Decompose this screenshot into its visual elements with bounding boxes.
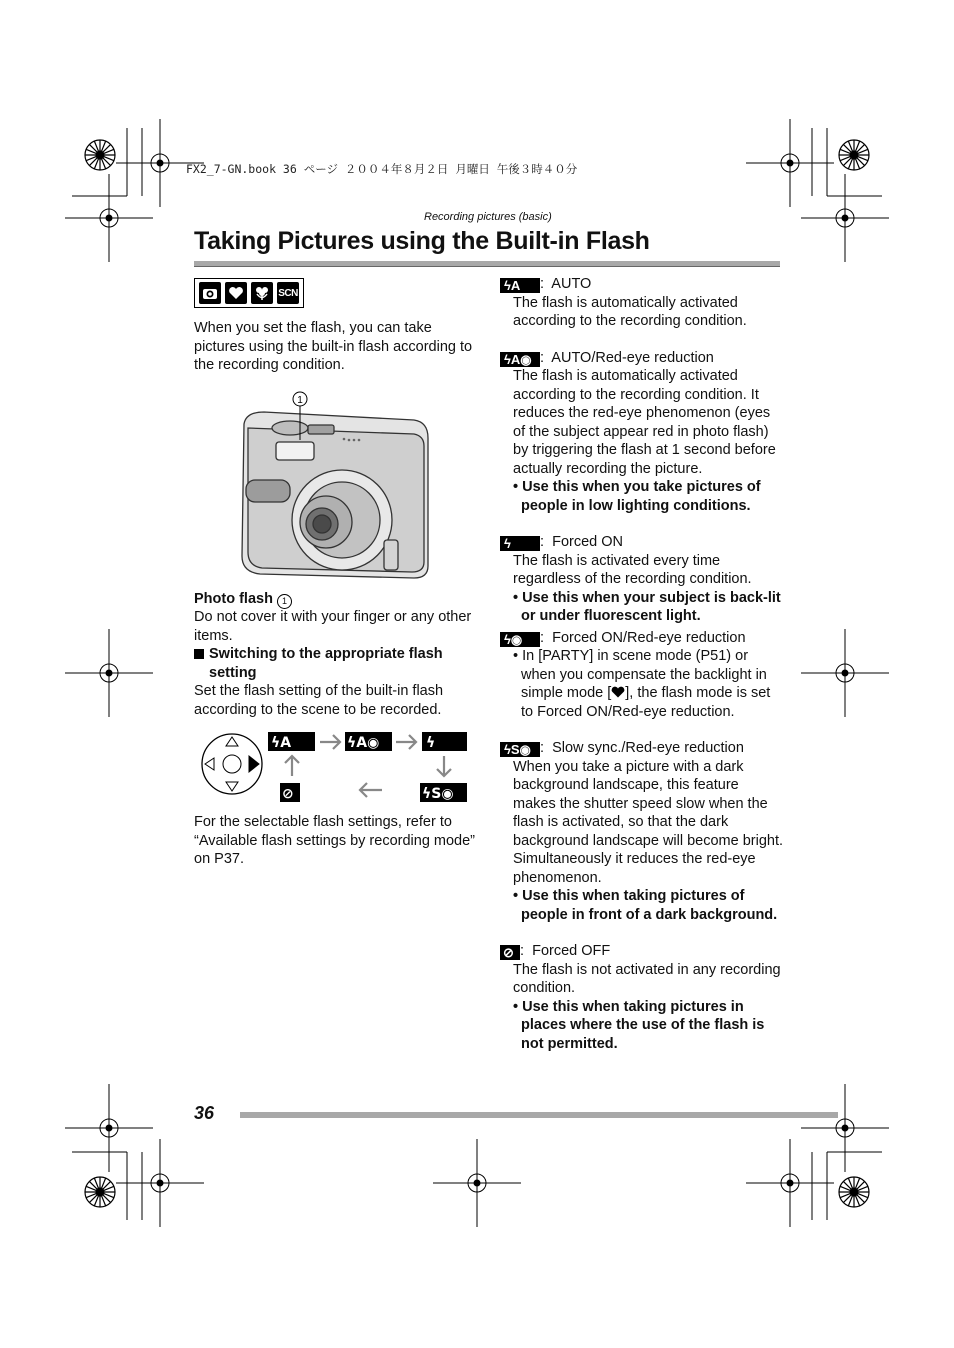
flash-slow-redeye-icon: ϟS◉ bbox=[500, 742, 540, 757]
page-title: Taking Pictures using the Built-in Flash bbox=[194, 227, 650, 255]
callout-marker: 1 bbox=[277, 594, 292, 609]
cursor-button-icon bbox=[202, 734, 262, 794]
photo-flash-desc: Do not cover it with your finger or any other items. bbox=[194, 609, 472, 644]
entry-bullet: • Use this when taking pictures of people in front of a dark background. bbox=[513, 888, 778, 923]
flash-auto-icon: ϟA bbox=[500, 278, 540, 293]
entry-desc: The flash is automatically activated according to the recording condition. bbox=[513, 294, 747, 329]
bullet-text: Use this when your subject is back-lit or under fluorescent light. bbox=[521, 589, 781, 624]
entry-bullet: • Use this when your subject is back-lit or under fluorescent light. bbox=[513, 589, 781, 624]
running-head: Recording pictures (basic) bbox=[424, 211, 552, 223]
intro-text: When you set the flash, you can take pictures using the built-in flash according to the recording condition. bbox=[194, 320, 473, 373]
entry-auto-head: ϟA : AUTO bbox=[500, 275, 785, 294]
title-rule-shadow bbox=[194, 266, 780, 267]
entry-label: Forced ON bbox=[552, 534, 624, 550]
photo-flash-block bbox=[194, 590, 484, 609]
flash-slow-redeye-icon: ϟS◉ bbox=[422, 786, 454, 802]
entry-desc: The flash is automatically activated according to the recording condition. It reduces the red-eye phenomenon (eyes of the subject appear red in photo flash) by triggering the flash at 1 second before actually recording the picture. bbox=[513, 368, 776, 477]
heart-mode-icon bbox=[611, 686, 625, 698]
flash-on-icon: ϟ bbox=[500, 536, 540, 551]
entry-auto-redeye-head: ϟA◉ : AUTO/Red-eye reduction bbox=[500, 349, 785, 368]
entry-bullet: • Use this when taking pictures in places where the use of the flash is not permitted. bbox=[513, 998, 765, 1052]
entry-desc: The flash is not activated in any recording condition. bbox=[513, 961, 781, 996]
bullet-text: Use this when taking pictures in places where the use of the flash is not permitted. bbox=[521, 998, 765, 1052]
scene-mode-icon: SCN bbox=[277, 282, 299, 304]
bullet-text: Use this when taking pictures of people in front of a dark background. bbox=[521, 888, 778, 923]
footer-rule bbox=[240, 1112, 838, 1118]
bullet-text: Use this when you take pictures of people in low lighting conditions. bbox=[521, 479, 761, 514]
applicable-modes-box bbox=[194, 278, 304, 308]
entry-bullet: • In [PARTY] in scene mode (P51) or when you compensate the backlight in simple mode [ ], the flash mode is set to Forced ON/Red-eye reduction. bbox=[513, 648, 771, 720]
callout-number: 1 bbox=[297, 395, 303, 406]
page-number: 36 bbox=[194, 1103, 215, 1123]
entry-forced-on-head: ϟ : Forced ON bbox=[500, 533, 785, 552]
entry-desc: When you take a picture with a dark background landscape, this feature makes the shutter speed slow when the flash is activated, so that the dark background landscape will become bright. Simultaneously it reduces the red-eye phenomenon. bbox=[513, 758, 784, 886]
entry-label: Forced OFF bbox=[532, 943, 611, 959]
selectable-settings-note: For the selectable flash settings, refer to “Available flash settings by recording mode” on P37. bbox=[194, 814, 476, 867]
macro-mode-icon bbox=[251, 282, 273, 304]
bullet-text: In [PARTY] in scene mode (P51) or when you compensate the backlight in simple mode [ bbox=[521, 648, 767, 701]
entry-forced-off-head: ⊘ : Forced OFF bbox=[500, 942, 785, 961]
book-file-header: FX2_7-GN.book 36 ページ ２００４年８月２日 月曜日 午後３時４０分 bbox=[186, 162, 578, 176]
photo-flash-heading: Photo flash bbox=[194, 591, 273, 607]
flash-cycle-diagram bbox=[200, 730, 470, 810]
flash-mode-list bbox=[500, 275, 785, 1053]
entry-desc: The flash is activated every time regardless of the recording condition. bbox=[513, 552, 752, 587]
entry-forced-on-redeye-head: ϟ◉ : Forced ON/Red-eye reduction bbox=[500, 629, 785, 648]
entry-slow-sync-head: ϟS◉ : Slow sync./Red-eye reduction bbox=[500, 739, 785, 758]
switching-heading: Switching to the appropriate flash setting bbox=[209, 646, 443, 681]
flash-auto-icon: ϟA bbox=[271, 735, 292, 751]
entry-label: Forced ON/Red-eye reduction bbox=[552, 629, 746, 646]
flash-off-icon: ⊘ bbox=[500, 945, 520, 960]
camera-illustration bbox=[238, 390, 432, 580]
entry-label: Slow sync./Red-eye reduction bbox=[552, 740, 744, 756]
square-bullet-icon bbox=[194, 649, 204, 659]
switching-desc: Set the flash setting of the built-in flash according to the scene to be recorded. bbox=[194, 683, 444, 718]
flash-on-redeye-icon: ϟ◉ bbox=[500, 632, 540, 647]
flash-off-icon: ⊘ bbox=[282, 786, 294, 802]
flash-auto-redeye-icon: ϟA◉ bbox=[500, 352, 540, 367]
flash-auto-redeye-icon: ϟA◉ bbox=[347, 735, 380, 751]
entry-bullet: • Use this when you take pictures of people in low lighting conditions. bbox=[513, 479, 761, 514]
entry-label: AUTO/Red-eye reduction bbox=[551, 349, 714, 366]
bullet-text: ], the flash mode is set to Forced ON/Red-eye reduction. bbox=[521, 685, 771, 720]
entry-label: AUTO bbox=[551, 276, 592, 292]
flash-on-icon: ϟ bbox=[426, 735, 436, 751]
heart-mode-icon bbox=[225, 282, 247, 304]
camera-mode-icon bbox=[199, 282, 221, 304]
